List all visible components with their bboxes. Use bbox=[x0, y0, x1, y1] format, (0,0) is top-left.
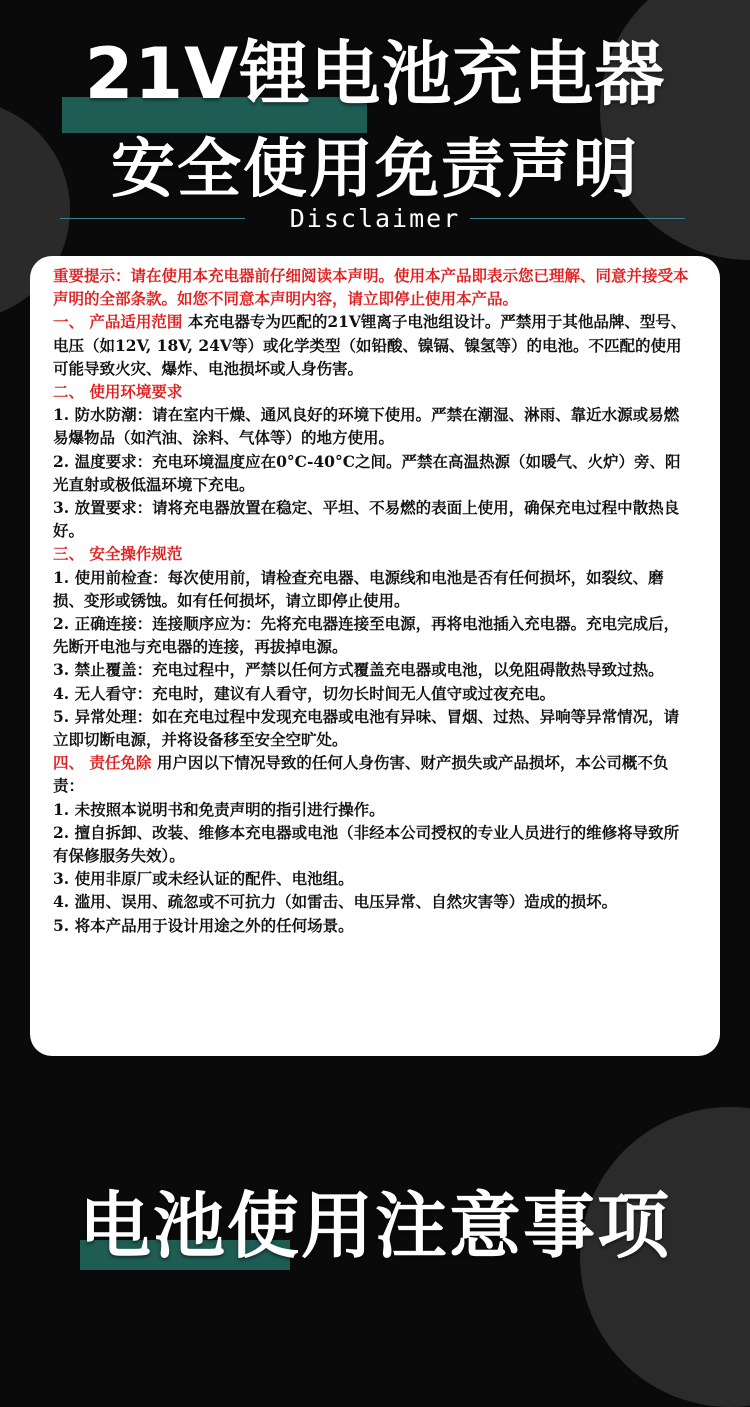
section-text: 本充电器专为匹配的21V锂离子电池组设计。严禁用于其他品牌、型号、电压（如12V, 18V, 24V等）或化学类型（如铅酸、镍镉、镍氢等）的电池。不匹配的使用可能导致火灾、爆炸、电池损坏或人身伤害。 bbox=[53, 312, 687, 378]
disclaimer-label: Disclaimer bbox=[289, 204, 461, 233]
page-subtitle: 安全使用免责声明 bbox=[111, 133, 639, 207]
list-item: 1. 使用前检查：每次使用前，请检查充电器、电源线和电池是否有任何损坏，如裂纹、磨损、变形或锈蚀。如有任何损坏，请立即停止使用。 bbox=[53, 567, 664, 610]
section-text: 用户因以下情况导致的任何人身伤害、财产损失或产品损坏，本公司概不负责： bbox=[53, 753, 669, 796]
section-heading: 一、 产品适用范围 bbox=[53, 312, 183, 332]
section-heading: 四、 责任免除 bbox=[53, 753, 152, 773]
disclaimer-content bbox=[53, 264, 693, 937]
list-item: 3. 禁止覆盖：充电过程中，严禁以任何方式覆盖充电器或电池，以免阻碍散热导致过热。 bbox=[53, 660, 664, 680]
list-item: 2. 正确连接：连接顺序应为：先将充电器连接至电源，再将电池插入充电器。充电完成后，先断开电池与充电器的连接，再拔掉电源。 bbox=[53, 614, 680, 657]
list-item: 2. 温度要求：充电环境温度应在0°C-40°C之间。严禁在高温热源（如暖气、火炉）旁、阳光直射或极低温环境下充电。 bbox=[53, 451, 681, 494]
list-item: 4. 无人看守：充电时，建议有人看守，切勿长时间无人值守或过夜充电。 bbox=[53, 683, 556, 703]
important-notice: 重要提示：请在使用本充电器前仔细阅读本声明。使用本产品即表示您已理解、同意并接受本声明的全部条款。如您不同意本声明内容，请立即停止使用本产品。 bbox=[53, 266, 689, 309]
section-liability bbox=[53, 751, 693, 797]
subtitle-row bbox=[0, 204, 750, 234]
list-item: 4. 滥用、误用、疏忽或不可抗力（如雷击、电压异常、自然灾害等）造成的损坏。 bbox=[53, 892, 618, 912]
list-item: 5. 将本产品用于设计用途之外的任何场景。 bbox=[53, 915, 354, 935]
list-item: 3. 放置要求：请将充电器放置在稳定、平坦、不易燃的表面上使用，确保充电过程中散热良好。 bbox=[53, 498, 680, 541]
page-title: 21V锂电池充电器 bbox=[84, 33, 666, 115]
list-item: 1. 防水防潮：请在室内干燥、通风良好的环境下使用。严禁在潮湿、淋雨、靠近水源或易燃易爆物品（如汽油、涂料、气体等）的地方使用。 bbox=[53, 405, 680, 448]
section-heading: 二、 使用环境要求 bbox=[53, 382, 183, 402]
section-product-scope bbox=[53, 310, 693, 380]
list-item: 3. 使用非原厂或未经认证的配件、电池组。 bbox=[53, 869, 354, 889]
list-item: 5. 异常处理：如在充电过程中发现充电器或电池有异味、冒烟、过热、异响等异常情况，请立即切断电源，并将设备移至安全空旷处。 bbox=[53, 706, 680, 750]
section-heading: 三、 安全操作规范 bbox=[53, 544, 183, 564]
list-item: 2. 擅自拆卸、改装、维修本充电器或电池（非经本公司授权的专业人员进行的维修将导致所有保修服务失效）。 bbox=[53, 822, 680, 866]
list-item: 1. 未按照本说明书和免责声明的指引进行操作。 bbox=[53, 799, 385, 819]
divider-right bbox=[470, 218, 685, 219]
footer-title: 电池使用注意事项 bbox=[78, 1184, 671, 1268]
